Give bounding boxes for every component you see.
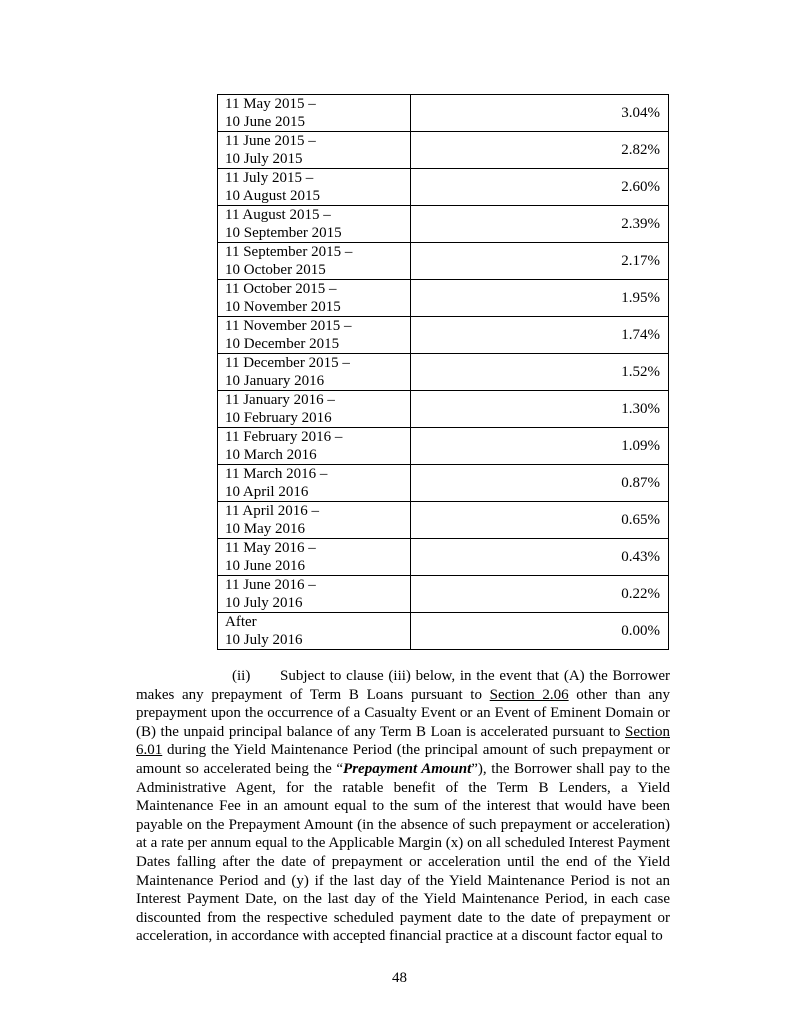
period-start: After <box>225 614 257 630</box>
period-start: 11 October 2015 – <box>225 281 337 297</box>
period-end: 10 June 2016 <box>225 558 305 574</box>
period-start: 11 May 2016 – <box>225 540 316 556</box>
period-end: 10 January 2016 <box>225 373 325 389</box>
paragraph-text-2: other than any prepayment upon the occurrence of a Casualty Event or an Event of Eminent Domain or (B) the unpaid principal balance of any Term B Loan is accelerated pursuant to <box>136 686 670 740</box>
period-cell <box>218 243 411 280</box>
period-start: 11 September 2015 – <box>225 244 353 260</box>
table-row <box>218 354 669 391</box>
period-start: 11 November 2015 – <box>225 318 352 334</box>
period-start: 11 December 2015 – <box>225 355 350 371</box>
period-end: 10 November 2015 <box>225 299 341 315</box>
period-end: 10 May 2016 <box>225 521 305 537</box>
rate-cell: 2.39% <box>411 206 669 243</box>
period-end: 10 July 2016 <box>225 595 303 611</box>
table-row <box>218 576 669 613</box>
paragraph-text-4: ”), the Borrower shall pay to the Administrative Agent, for the ratable benefit of the Term B Lenders, a Yield Maintenance Fee in an amount equal to the sum of the interest that would have been payable on the Prepayment Amount (in the absence of such prepayment or acceleration) at a rate per annum equal to the Applicable Margin (x) on all scheduled Interest Payment Dates falling after the date of prepayment or acceleration until the end of the Yield Maintenance Period and (y) if the last day of the Yield Maintenance Period is not an Interest Payment Date, on the last day of the Yield Maintenance Period, in each case discounted from the respective scheduled payment date to the date of prepayment or acceleration, in accordance with accepted financial practice at a discount factor equal to <box>136 760 670 945</box>
table-row <box>218 317 669 354</box>
table-row <box>218 613 669 650</box>
period-cell <box>218 354 411 391</box>
clause-number: (ii) <box>232 668 251 684</box>
rate-cell: 0.65% <box>411 502 669 539</box>
rate-cell: 1.52% <box>411 354 669 391</box>
defined-term-prepayment-amount: Prepayment Amount <box>343 760 472 777</box>
table-row <box>218 391 669 428</box>
rate-cell: 3.04% <box>411 95 669 132</box>
period-cell <box>218 391 411 428</box>
period-start: 11 January 2016 – <box>225 392 335 408</box>
table-row <box>218 280 669 317</box>
rate-cell: 1.30% <box>411 391 669 428</box>
period-cell <box>218 428 411 465</box>
period-cell <box>218 169 411 206</box>
period-cell <box>218 539 411 576</box>
period-cell <box>218 132 411 169</box>
period-end: 10 August 2015 <box>225 188 321 204</box>
period-end: 10 February 2016 <box>225 410 332 426</box>
period-start: 11 March 2016 – <box>225 466 328 482</box>
rate-cell: 0.00% <box>411 613 669 650</box>
period-start: 11 June 2016 – <box>225 577 316 593</box>
period-cell <box>218 613 411 650</box>
rate-cell: 1.74% <box>411 317 669 354</box>
period-end: 10 September 2015 <box>225 225 342 241</box>
rate-cell: 2.60% <box>411 169 669 206</box>
period-start: 11 May 2015 – <box>225 96 316 112</box>
period-cell <box>218 317 411 354</box>
period-cell <box>218 576 411 613</box>
table-row <box>218 243 669 280</box>
table-row <box>218 502 669 539</box>
period-end: 10 December 2015 <box>225 336 340 352</box>
period-start: 11 July 2015 – <box>225 170 314 186</box>
period-start: 11 August 2015 – <box>225 207 331 223</box>
period-start: 11 February 2016 – <box>225 429 343 445</box>
page-number: 48 <box>392 970 407 986</box>
period-cell <box>218 206 411 243</box>
rate-cell: 0.22% <box>411 576 669 613</box>
period-end: 10 October 2015 <box>225 262 326 278</box>
table-row <box>218 169 669 206</box>
period-cell <box>218 465 411 502</box>
rate-table-body <box>218 95 669 650</box>
rate-cell: 1.09% <box>411 428 669 465</box>
period-end: 10 April 2016 <box>225 484 309 500</box>
paragraph-text-1: Subject to clause (iii) below, in the event that (A) the Borrower makes any prepayment of Term B Loans pursuant to <box>136 668 670 703</box>
rate-cell: 0.87% <box>411 465 669 502</box>
table-row <box>218 428 669 465</box>
period-end: 10 June 2015 <box>225 114 305 130</box>
table-row <box>218 95 669 132</box>
period-cell <box>218 280 411 317</box>
period-end: 10 July 2015 <box>225 151 303 167</box>
period-end: 10 July 2016 <box>225 632 303 648</box>
period-cell <box>218 502 411 539</box>
rate-cell: 2.17% <box>411 243 669 280</box>
rate-cell: 0.43% <box>411 539 669 576</box>
table-row <box>218 539 669 576</box>
table-row <box>218 206 669 243</box>
period-cell <box>218 95 411 132</box>
table-row <box>218 465 669 502</box>
yield-maintenance-rate-table <box>217 94 669 650</box>
rate-cell: 2.82% <box>411 132 669 169</box>
rate-cell: 1.95% <box>411 280 669 317</box>
clause-ii-paragraph <box>136 667 670 946</box>
period-start: 11 June 2015 – <box>225 133 316 149</box>
section-6-01-reference[interactable]: Section 6.01 <box>136 723 670 759</box>
period-end: 10 March 2016 <box>225 447 317 463</box>
table-row <box>218 132 669 169</box>
paragraph-text-3: during the Yield Maintenance Period (the principal amount of such prepayment or amount so accelerated being the “ <box>136 742 670 777</box>
section-2-06-reference[interactable]: Section 2.06 <box>489 686 569 703</box>
period-start: 11 April 2016 – <box>225 503 320 519</box>
